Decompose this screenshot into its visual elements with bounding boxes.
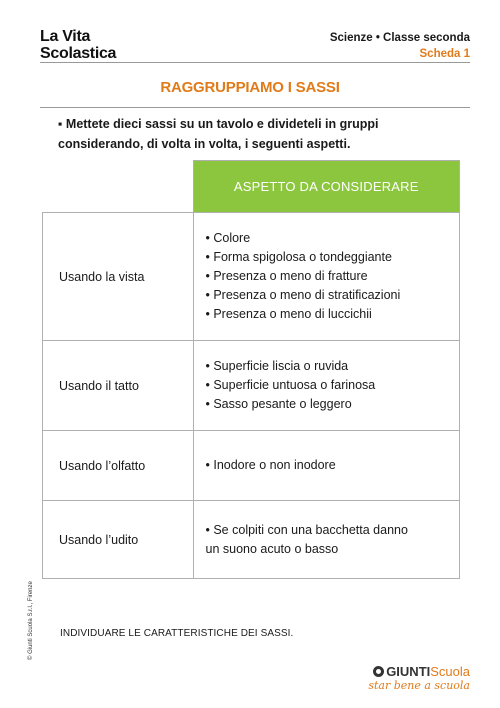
subject-label: Scienze • Classe seconda <box>329 32 470 44</box>
page-title: RAGGRUPPIAMO I SASSI <box>160 79 340 96</box>
sense-cell: Usando l’udito <box>43 501 194 579</box>
logo <box>40 28 116 62</box>
aspect-item: • Superficie liscia o ruvida <box>205 359 349 373</box>
aspects-cell <box>193 501 460 579</box>
brand-suffix: Scuola <box>430 664 470 679</box>
aspects-table <box>42 160 460 579</box>
brand-tagline: star bene a scuola <box>368 679 470 692</box>
logo-line2: Scolastica <box>40 45 117 62</box>
instruction-text: ▪ Mettete dieci sassi su un tavolo e divideteli in gruppi considerando, di volta in volta, i seguenti aspetti. <box>58 117 379 151</box>
aspect-item: • Se colpiti con una bacchetta danno <box>205 522 408 537</box>
aspect-item: • Colore <box>205 231 251 245</box>
aspect-item: un suono acuto o basso <box>205 541 339 556</box>
aspect-item: • Forma spigolosa o tondeggiante <box>205 250 392 264</box>
logo-line1: La Vita <box>40 28 91 45</box>
aspects-cell <box>193 341 460 431</box>
sense-cell: Usando il tatto <box>43 341 194 431</box>
copyright: © Giunti Scuola S.r.l., Firenze <box>28 581 34 660</box>
table-row <box>43 341 460 431</box>
top-divider <box>40 62 470 63</box>
aspect-item: • Sasso pesante o leggero <box>205 397 352 411</box>
header-info <box>330 30 470 62</box>
table-row <box>43 213 460 341</box>
scheda-label: Scheda 1 <box>419 48 470 60</box>
aspects-cell <box>193 213 460 341</box>
aspects-cell <box>193 431 460 501</box>
publisher-logo <box>368 664 470 692</box>
aspect-item: • Presenza o meno di fratture <box>205 269 368 283</box>
table-corner <box>43 161 194 213</box>
table-row <box>43 431 460 501</box>
table-row <box>43 501 460 579</box>
aspect-item: • Superficie untuosa o farinosa <box>205 378 376 392</box>
aspect-item: • Presenza o meno di stratificazioni <box>205 288 401 302</box>
title-divider <box>40 107 470 108</box>
table-header: ASPETTO DA CONSIDERARE <box>193 161 460 213</box>
aspect-item: • Inodore o non inodore <box>205 458 336 472</box>
footer-note: INDIVIDUARE LE CARATTERISTICHE DEI SASSI. <box>60 628 294 639</box>
aspect-item: • Presenza o meno di luccichii <box>205 307 372 321</box>
sense-cell: Usando l’olfatto <box>43 431 194 501</box>
brand-name: GIUNTI <box>386 664 431 679</box>
giunti-logo-icon <box>373 666 384 677</box>
sense-cell: Usando la vista <box>43 213 194 341</box>
